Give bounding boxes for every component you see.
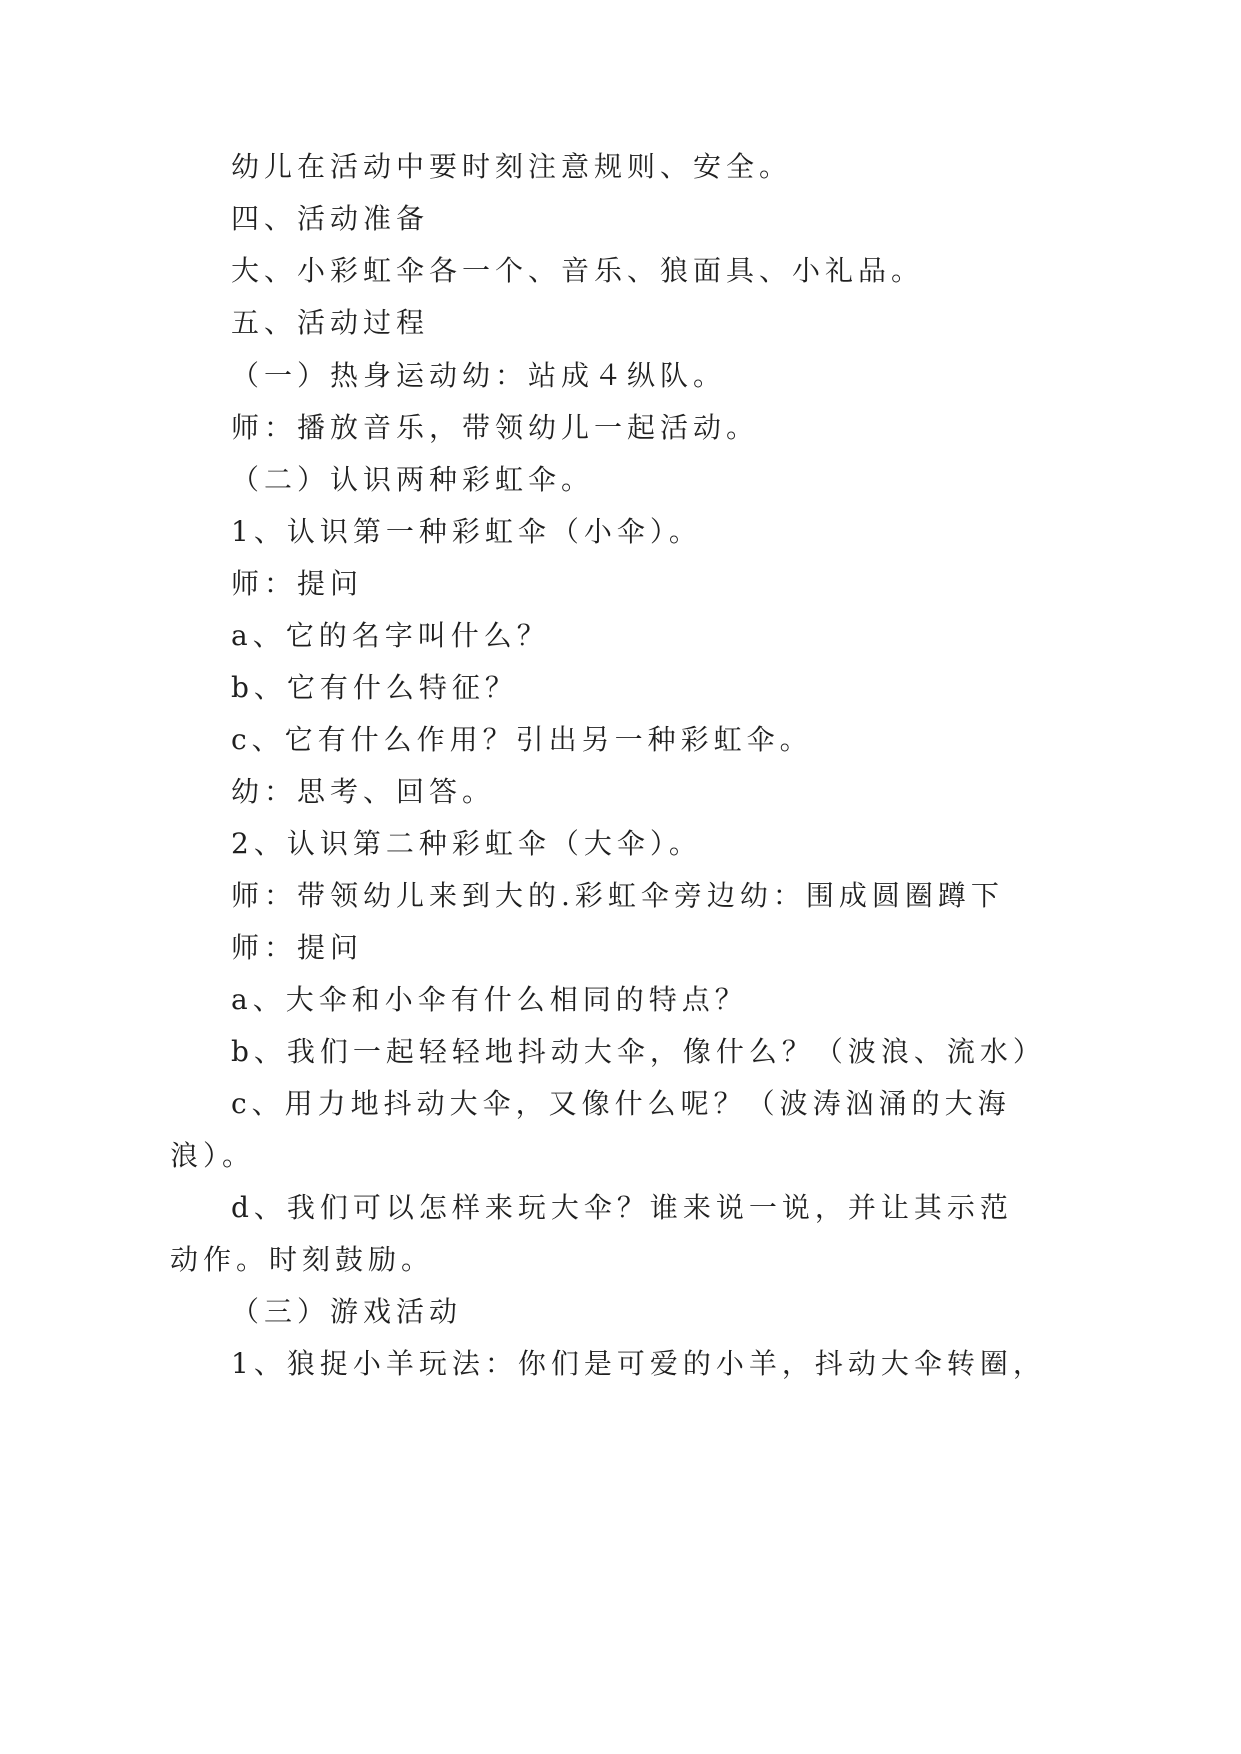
section-heading: 四、活动准备: [231, 202, 430, 235]
text-line: 1、认识第一种彩虹伞（小伞）。: [231, 515, 702, 548]
text-line: a、它的名字叫什么？: [231, 619, 550, 652]
text-line: c、用力地抖动大伞，又像什么呢？（波涛汹涌的大海: [231, 1087, 1011, 1120]
text-line: b、我们一起轻轻地抖动大伞，像什么？（波浪、流水）: [231, 1035, 1046, 1068]
text-line: 师：提问: [231, 567, 364, 600]
text-line: 2、认识第二种彩虹伞（大伞）。: [231, 827, 702, 860]
section-heading: 五、活动过程: [231, 306, 430, 339]
text-line: 幼：思考、回答。: [231, 775, 496, 808]
text-line: 师：提问: [231, 931, 364, 964]
text-line: a、大伞和小伞有什么相同的特点？: [231, 983, 748, 1016]
text-line: 师：播放音乐，带领幼儿一起活动。: [231, 411, 760, 444]
subsection-heading: （二）认识两种彩虹伞。: [231, 463, 595, 496]
text-line: 浪）。: [170, 1139, 256, 1172]
text-line: b、它有什么特征？: [231, 671, 518, 704]
text-line: 幼儿在活动中要时刻注意规则、安全。: [231, 150, 793, 183]
subsection-heading: （三）游戏活动: [231, 1295, 463, 1328]
text-line: 动作。时刻鼓励。: [170, 1243, 435, 1276]
text-line: d、我们可以怎样来玩大伞？谁来说一说，并让其示范: [231, 1191, 1013, 1224]
text-line: 大、小彩虹伞各一个、音乐、狼面具、小礼品。: [231, 254, 925, 287]
text-line: c、它有什么作用？引出另一种彩虹伞。: [231, 723, 813, 756]
subsection-heading: （一）热身运动幼：站成４纵队。: [231, 359, 727, 392]
text-line: 1、狼捉小羊玩法：你们是可爱的小羊，抖动大伞转圈，: [231, 1347, 1046, 1380]
text-line: 师：带领幼儿来到大的.彩虹伞旁边幼：围成圆圈蹲下: [231, 879, 1004, 912]
